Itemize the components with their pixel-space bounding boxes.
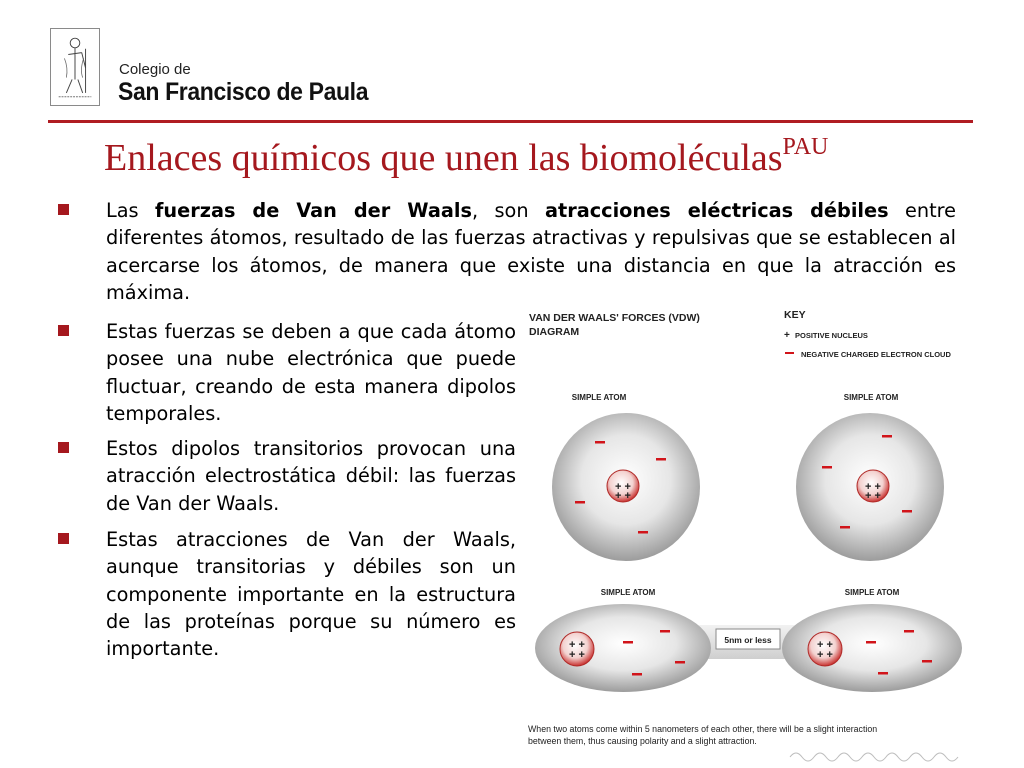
electron-icon <box>840 526 850 529</box>
atom-label-3: SIMPLE ATOM <box>600 588 656 597</box>
key-negative-label: NEGATIVE CHARGED ELECTRON CLOUD <box>801 350 951 359</box>
nucleus-2-plus-icons-b: + + <box>865 490 881 502</box>
nucleus-4-plus-icons-b: + + <box>817 649 833 661</box>
atom-label-1: SIMPLE ATOM <box>571 393 627 402</box>
bullet-text-3: Estos dipolos transitorios provocan una atracción electrostática débil: las fuerzas de Van der Waals. <box>106 437 516 515</box>
vdw-diagram <box>520 305 990 765</box>
bullet-marker-4 <box>58 533 69 544</box>
electron-icon <box>902 510 912 513</box>
bullet-marker-3 <box>58 442 69 453</box>
bullet-1-part-2: , son <box>471 199 545 222</box>
bullet-text-1 <box>106 197 956 306</box>
diagram-title-line1: VAN DER WAALS' FORCES (VDW) <box>529 312 700 324</box>
electron-icon <box>675 661 685 664</box>
electron-icon <box>866 641 876 644</box>
bullet-1-part-3: entre diferentes átomos, resultado de las fuerzas atractivas y repulsivas que se establecen al acercarse los átomos, de manera que existe una distancia en que la atracción es máxima. <box>106 199 957 304</box>
key-title: KEY <box>784 309 806 321</box>
electron-icon <box>632 673 642 676</box>
bullet-1-part-1: Las <box>106 199 156 222</box>
slide-title-text: Enlaces químicos que unen las biomoléculas <box>104 137 783 179</box>
bullet-marker-2 <box>58 325 69 336</box>
key-plus-icon: + <box>784 330 790 341</box>
distance-label: 5nm or less <box>724 635 772 645</box>
electron-icon <box>623 641 633 644</box>
electron-icon <box>575 501 585 504</box>
nucleus-1-plus-icons: + + <box>615 481 631 493</box>
atom-label-2: SIMPLE ATOM <box>843 393 899 402</box>
electron-icon <box>878 672 888 675</box>
nucleus-1-plus-icons-b: + + <box>615 490 631 502</box>
nucleus-2-plus-icons: + + <box>865 481 881 493</box>
key-positive-label: POSITIVE NUCLEUS <box>795 331 868 340</box>
electron-icon <box>660 630 670 633</box>
watermark-icon <box>790 753 958 761</box>
electron-icon <box>904 630 914 633</box>
diagram-caption-line2: between them, thus causing polarity and a slight attraction. <box>528 736 757 746</box>
electron-icon <box>638 531 648 534</box>
bullet-text-4: Estas atracciones de Van der Waals, aunque transitorias y débiles son un componente importante en la estructura de las proteínas porque su número es importante. <box>106 528 516 661</box>
header-divider <box>48 120 973 123</box>
electron-icon <box>882 435 892 438</box>
electron-icon <box>656 458 666 461</box>
saint-figure-icon <box>51 29 99 105</box>
electron-icon <box>922 660 932 663</box>
atom-label-4: SIMPLE ATOM <box>844 588 900 597</box>
nucleus-4-plus-icons: + + <box>817 639 833 651</box>
diagram-title-line2: DIAGRAM <box>529 326 580 338</box>
nucleus-3-plus-icons: + + <box>569 639 585 651</box>
school-name: San Francisco de Paula <box>118 78 369 106</box>
vdw-diagram-figure <box>520 305 990 765</box>
bullet-text-2: Estas fuerzas se deben a que cada átomo posee una nube electrónica que puede fluctuar, creando de esta manera dipolos temporales. <box>106 320 516 425</box>
slide-title <box>104 136 828 180</box>
title-superscript: PAU <box>782 134 829 160</box>
diagram-caption-line1: When two atoms come within 5 nanometers of each other, there will be a slight interaction <box>528 724 878 734</box>
school-logo <box>50 28 100 106</box>
key-minus-icon <box>785 352 794 354</box>
bullet-1-bold-1: fuerzas de Van der Waals <box>155 199 472 222</box>
electron-icon <box>595 441 605 444</box>
nucleus-3-plus-icons-b: + + <box>569 649 585 661</box>
electron-icon <box>822 466 832 469</box>
bullet-marker-1 <box>58 204 69 215</box>
bullet-1-bold-2: atracciones eléctricas débiles <box>544 199 889 222</box>
school-name-prefix: Colegio de <box>119 61 191 78</box>
